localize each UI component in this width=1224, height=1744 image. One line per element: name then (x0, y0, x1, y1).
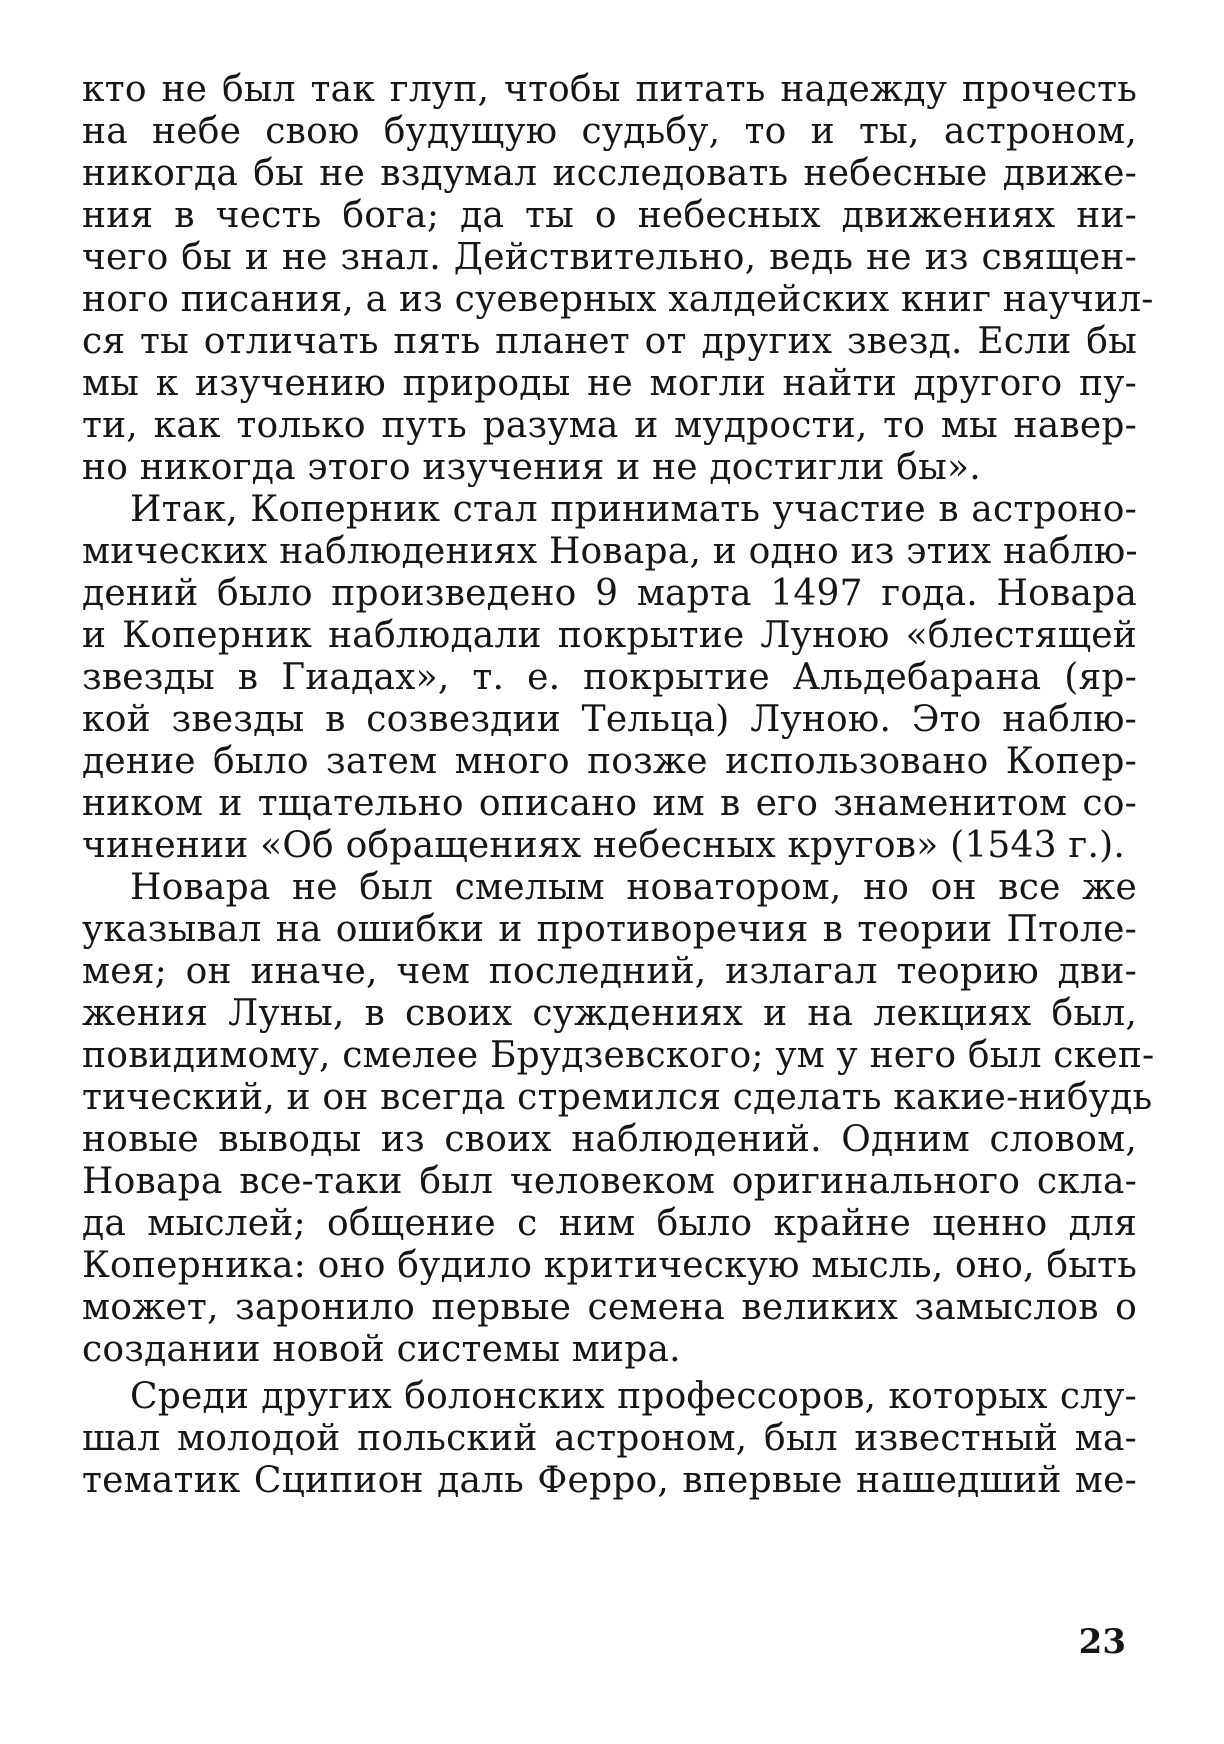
text-line: может, заронило первые семена великих замыслов о (82, 1287, 1137, 1328)
text-line: дение было затем много позже использовано Копер- (82, 741, 1137, 782)
text-line: указывал на ошибки и противоречия в теории Птоле- (82, 909, 1137, 950)
text-line: тический, и он всегда стремился сделать какие-нибудь (82, 1077, 1153, 1118)
text-line: кой звезды в созвездии Тельца) Луною. Это наблю- (82, 699, 1137, 740)
text-line: ти, как только путь разума и мудрости, то мы навер- (82, 405, 1137, 446)
text-line: кто не был так глуп, чтобы питать надежду прочесть (82, 69, 1137, 110)
text-line: Новара все-таки был человеком оригинального скла- (82, 1161, 1137, 1202)
text-line: жения Луны, в своих суждениях и на лекциях был, (82, 993, 1137, 1034)
text-line: мических наблюдениях Новара, и одно из этих наблю- (82, 531, 1138, 572)
text-line: никогда бы не вздумал исследовать небесные движе- (82, 153, 1137, 194)
text-line: чинении «Об обращениях небесных кругов» (1543 г.). (82, 825, 1125, 866)
paragraph-first-line: Новара не был смелым новатором, но он все же (130, 867, 1137, 908)
text-line: Коперника: оно будило критическую мысль, оно, быть (82, 1245, 1137, 1286)
text-line: чего бы и не знал. Действительно, ведь не из священ- (82, 237, 1137, 278)
text-line: повидимому, смелее Брудзевского; ум у него был скеп- (82, 1035, 1155, 1076)
text-line: ного писания, а из суеверных халдейских книг научил- (82, 279, 1154, 320)
page-number: 23 (1078, 1622, 1126, 1662)
text-line: но никогда этого изучения и не достигли бы». (82, 447, 981, 488)
text-line: шал молодой польский астроном, был известный ма- (82, 1418, 1137, 1459)
text-line: на небе свою будущую судьбу, то и ты, астроном, (82, 111, 1137, 152)
paragraph-first-line: Среди других болонских профессоров, которых слу- (130, 1376, 1137, 1417)
paragraph-first-line: Итак, Коперник стал принимать участие в астроно- (130, 489, 1137, 530)
text-line: и Коперник наблюдали покрытие Луною «блестящей (82, 615, 1137, 656)
text-line: ния в честь бога; да ты о небесных движениях ни- (82, 195, 1137, 236)
text-line: звезды в Гиадах», т. е. покрытие Альдебарана (яр- (82, 657, 1137, 698)
text-line: мы к изучению природы не могли найти другого пу- (82, 363, 1137, 404)
text-line: да мыслей; общение с ним было крайне ценно для (82, 1203, 1137, 1244)
text-line: мея; он иначе, чем последний, излагал теорию дви- (82, 951, 1137, 992)
text-line: ся ты отличать пять планет от других звезд. Если бы (82, 321, 1137, 362)
text-line: ником и тщательно описано им в его знаменитом со- (82, 783, 1137, 824)
text-line: создании новой системы мира. (82, 1329, 681, 1370)
text-line: новые выводы из своих наблюдений. Одним словом, (82, 1119, 1137, 1160)
text-line: дений было произведено 9 марта 1497 года. Новара (82, 573, 1137, 614)
text-line: тематик Сципион даль Ферро, впервые нашедший ме- (82, 1460, 1137, 1501)
